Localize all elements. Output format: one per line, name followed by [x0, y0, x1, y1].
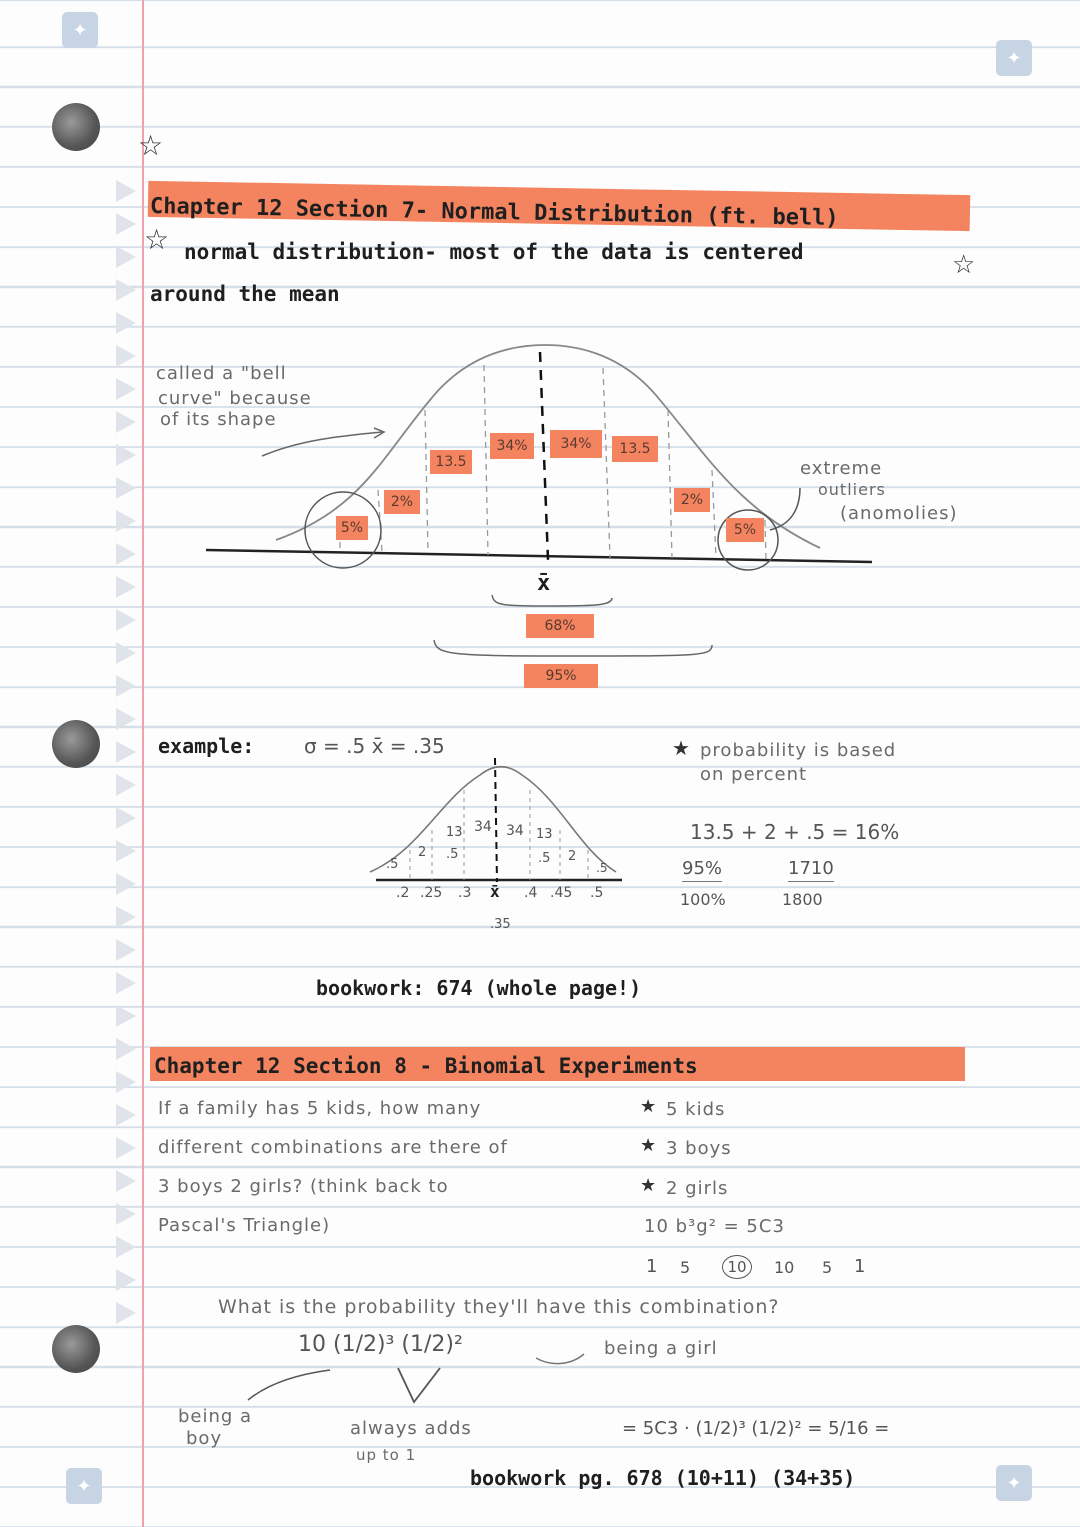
- fact-item: 5 kids: [666, 1099, 726, 1120]
- star-icon: ★: [672, 736, 690, 760]
- page-logo-icon: ✦: [62, 12, 98, 48]
- small-curve-pct: 2: [418, 845, 427, 860]
- small-curve-pct: .5: [596, 861, 608, 875]
- axis-value: .2: [396, 885, 410, 901]
- section7-heading: Chapter 12 Section 7- Normal Distribution (ft. bell): [149, 194, 839, 232]
- pascal-entry: 1: [646, 1256, 658, 1277]
- result-line: = 5C3 · (1/2)³ (1/2)² = 5/16 =: [622, 1418, 890, 1439]
- star-icon: ☆: [144, 223, 170, 256]
- fraction-1-denominator: 100%: [680, 890, 726, 909]
- axis-value: .5: [590, 885, 604, 901]
- page-logo-icon: ✦: [996, 40, 1032, 76]
- axis-value: .25: [420, 885, 443, 901]
- bell-note-line-3: of its shape: [160, 409, 277, 430]
- definition-line-2: around the mean: [150, 282, 340, 306]
- page-logo-icon: ✦: [66, 1468, 102, 1504]
- percent-label: 5%: [726, 518, 764, 542]
- section8-heading: Chapter 12 Section 8 - Binomial Experiments: [154, 1054, 698, 1078]
- star-icon: ★: [640, 1135, 657, 1156]
- example-given: σ = .5 x̄ = .35: [304, 734, 445, 758]
- axis-value: .4: [524, 885, 538, 901]
- outliers-line-2: outliers: [818, 480, 886, 499]
- question-line-4: Pascal's Triangle): [158, 1215, 331, 1236]
- small-curve-pct: 34: [474, 819, 492, 835]
- fraction-2-denominator: 1800: [782, 890, 823, 909]
- page-logo-icon: ✦: [996, 1465, 1032, 1501]
- fact-item: 2 girls: [666, 1178, 729, 1199]
- outliers-line-1: extreme: [800, 458, 883, 479]
- percent-label: 13.5: [430, 450, 472, 474]
- small-curve-pct: 34: [506, 823, 524, 839]
- axis-value: .45: [550, 885, 573, 901]
- small-curve-pct: .5: [538, 851, 551, 866]
- percent-label: 2%: [384, 490, 420, 514]
- small-curve-pct: .5: [446, 847, 459, 862]
- probability-question: What is the probability they'll have this combination?: [218, 1296, 780, 1318]
- fraction-1-numerator: 95%: [682, 860, 722, 882]
- small-curve-pct: .5: [386, 857, 399, 872]
- question-line-2: different combinations are there of: [158, 1137, 508, 1158]
- axis-value: .3: [458, 885, 472, 901]
- question-line-3: 3 boys 2 girls? (think back to: [158, 1176, 449, 1197]
- star-icon: ★: [640, 1175, 657, 1196]
- percent-label: 34%: [490, 433, 534, 459]
- bookwork-1: bookwork: 674 (whole page!): [316, 976, 642, 1000]
- percent-label: 34%: [550, 430, 602, 458]
- pascal-entry-circled: 10: [722, 1255, 752, 1279]
- binomial-expansion: 10 b³g² = 5C3: [644, 1216, 785, 1237]
- star-icon: ☆: [138, 129, 164, 162]
- bell-note-line-2: curve" because: [158, 388, 312, 409]
- pascal-entry: 5: [680, 1258, 691, 1277]
- bookwork-2: bookwork pg. 678 (10+11) (34+35): [470, 1466, 856, 1490]
- mean-symbol: x̄: [537, 571, 551, 596]
- pascal-entry: 5: [822, 1258, 833, 1277]
- being-girl-note: being a girl: [604, 1338, 718, 1359]
- calc-line: 13.5 + 2 + .5 = 16%: [690, 820, 900, 844]
- probability-note-line-1: probability is based: [700, 740, 897, 761]
- small-curve-pct: 2: [568, 849, 577, 864]
- percent-label: 2%: [674, 488, 710, 512]
- small-curve-pct: 13: [446, 825, 463, 840]
- always-adds-line-2: up to 1: [356, 1446, 417, 1464]
- outliers-line-3: (anomolies): [840, 503, 958, 524]
- example-label: example:: [158, 734, 255, 758]
- small-curve-pct: 13: [536, 827, 553, 842]
- fact-item: 3 boys: [666, 1138, 732, 1159]
- pascal-entry: 10: [774, 1258, 795, 1277]
- probability-note-line-2: on percent: [700, 764, 808, 785]
- percent-label: 13.5: [612, 436, 658, 462]
- definition-line-1: normal distribution- most of the data is centered: [184, 240, 804, 264]
- range-68-label: 68%: [526, 614, 594, 638]
- always-adds-line-1: always adds: [350, 1418, 472, 1439]
- mean-value: .35: [490, 917, 511, 932]
- star-icon: ☆: [952, 250, 976, 280]
- range-95-label: 95%: [524, 664, 598, 688]
- binomial-formula: 10 (1/2)³ (1/2)²: [298, 1332, 463, 1357]
- bell-note-line-1: called a "bell: [156, 363, 287, 384]
- being-boy-line-1: being a: [178, 1406, 253, 1427]
- fraction-2-numerator: 1710: [788, 860, 834, 882]
- axis-value: x̄: [490, 882, 500, 901]
- pascal-entry: 1: [854, 1256, 866, 1277]
- being-boy-line-2: boy: [186, 1428, 223, 1449]
- question-line-1: If a family has 5 kids, how many: [158, 1098, 482, 1119]
- percent-label: 5%: [336, 516, 368, 540]
- star-icon: ★: [640, 1096, 657, 1117]
